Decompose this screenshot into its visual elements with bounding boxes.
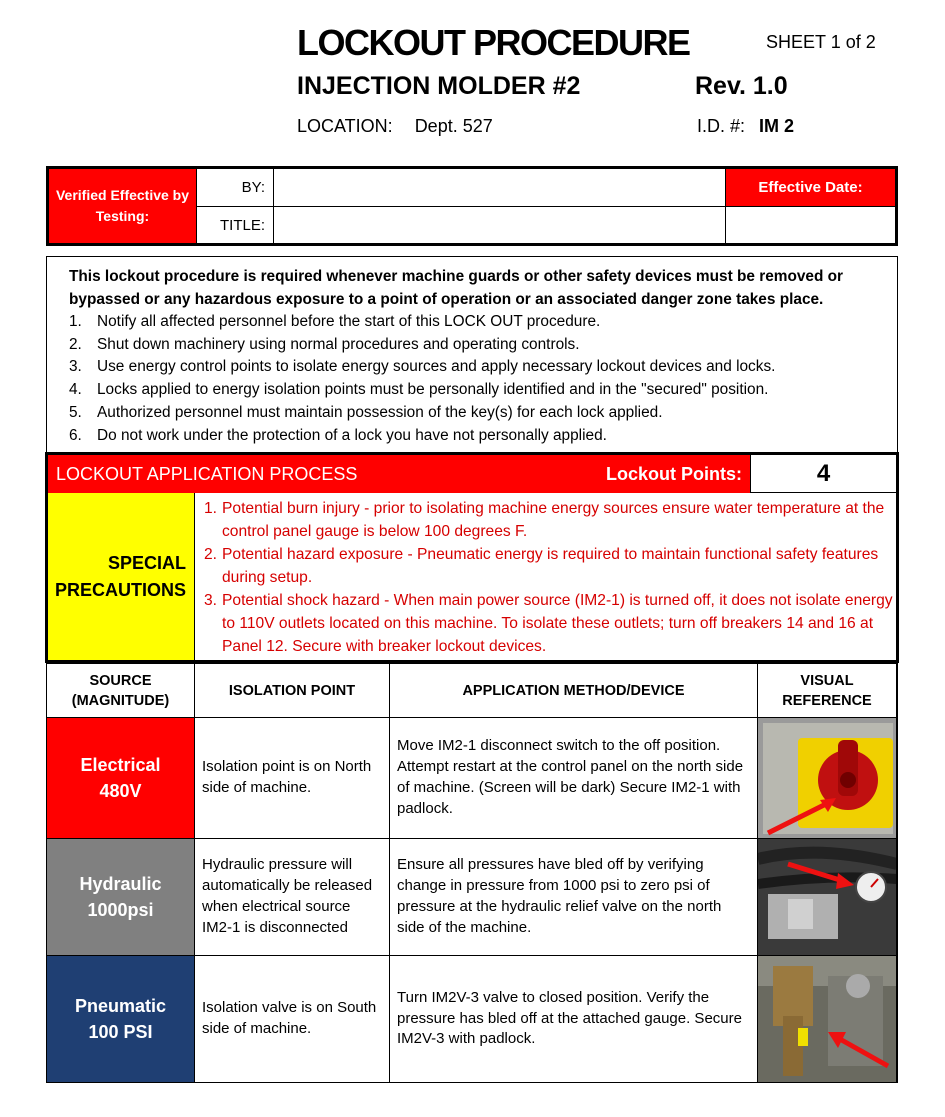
by-field[interactable] (273, 169, 725, 207)
machine-name: INJECTION MOLDER #2 (297, 72, 581, 100)
lockout-points-label: Lockout Points: (606, 463, 742, 484)
instruction-step: 4. Locks applied to energy isolation points must be personally identified and in the "secured" position. (69, 381, 769, 399)
source-pneumatic: Pneumatic 100 PSI (47, 956, 195, 1082)
sheet-number: SHEET 1 of 2 (766, 32, 876, 52)
method-cell: Turn IM2V-3 valve to closed position. Verify the pressure has bled off at the attached gauge. Secure IM2V-3 with padlock. (390, 956, 758, 1082)
instructions-box (46, 256, 898, 453)
isolation-point-cell: Isolation point is on North side of machine. (195, 718, 390, 839)
machine-id (697, 116, 794, 137)
verified-effective-label: Verified Effective by Testing: (49, 169, 196, 243)
instructions-lead: This lockout procedure is required whenever machine guards or other safety devices must be removed or bypassed or any hazardous exposure to a point of operation or an associated danger zone takes place. (69, 268, 844, 308)
instructions-steps (69, 311, 885, 447)
lockout-points-value: 4 (750, 455, 896, 493)
id-label: I.D. #: (697, 116, 746, 136)
instruction-step: 2. Shut down machinery using normal procedures and operating controls. (69, 335, 580, 353)
location-value: Dept. 527 (414, 116, 493, 136)
instruction-step: 1. Notify all affected personnel before the start of this LOCK OUT procedure. (69, 313, 601, 330)
method-cell: Move IM2-1 disconnect switch to the off position. Attempt restart at the control panel on the north side of machine. (Screen will be dark) Secure IM2-1 with padlock. (390, 718, 758, 839)
isolation-point-cell: Isolation valve is on South side of machine. (195, 956, 390, 1082)
hydraulic-gauge-photo (758, 839, 897, 956)
method-cell: Ensure all pressures have bled off by verifying change in pressure from 1000 psi to zero psi of pressure at the hydraulic relief valve on the north side of the machine. (390, 839, 758, 956)
energy-source-table (46, 663, 898, 1083)
isolation-point-cell: Hydraulic pressure will automatically be released when electrical source IM2-1 is disconnected (195, 839, 390, 956)
disconnect-switch-photo (758, 718, 897, 839)
location (297, 116, 493, 137)
pneumatic-valve-photo (758, 956, 897, 1082)
instruction-step: 3. Use energy control points to isolate energy sources and apply necessary lockout devices and locks. (69, 358, 776, 376)
precaution-item: 2. Potential hazard exposure - Pneumatic energy is required to maintain functional safety features during setup. (204, 546, 879, 586)
effective-date-field[interactable] (725, 207, 895, 243)
special-precautions-label: SPECIAL PRECAUTIONS (48, 493, 195, 660)
instruction-step: 6. Do not work under the protection of a lock you have not personally applied. (69, 426, 607, 444)
by-label: BY: (196, 169, 273, 207)
source-hydraulic: Hydraulic 1000psi (47, 839, 195, 956)
lockout-application-title: LOCKOUT APPLICATION PROCESS (56, 463, 358, 484)
verification-table (46, 166, 898, 246)
id-value: IM 2 (759, 116, 795, 136)
col-header-visual: VISUAL REFERENCE (758, 664, 897, 718)
col-header-source: SOURCE (MAGNITUDE) (47, 664, 195, 718)
procedure-title: LOCKOUT PROCEDURE (297, 22, 690, 63)
lockout-application-header (48, 455, 750, 493)
precaution-item: 3. Potential shock hazard - When main power source (IM2-1) is turned off, it does not isolate energy to 110V outlets located on this machine. To isolate these outlets; turn off breakers 14 and 16 at Panel 12. Secure with breaker lockout devices. (204, 592, 893, 655)
location-label: LOCATION: (297, 116, 393, 136)
revision: Rev. 1.0 (695, 72, 788, 100)
effective-date-label: Effective Date: (725, 169, 895, 207)
col-header-isolation: ISOLATION POINT (195, 664, 390, 718)
col-header-method: APPLICATION METHOD/DEVICE (390, 664, 758, 718)
precautions-list (196, 497, 896, 658)
source-electrical: Electrical 480V (47, 718, 195, 839)
title-field[interactable] (273, 207, 725, 243)
precaution-item: 1. Potential burn injury - prior to isolating machine energy sources ensure water temperature at the control panel gauge is below 100 degrees F. (204, 500, 885, 540)
instruction-step: 5. Authorized personnel must maintain possession of the key(s) for each lock applied. (69, 403, 663, 421)
title-label: TITLE: (196, 207, 273, 243)
lockout-application-section (45, 452, 899, 663)
